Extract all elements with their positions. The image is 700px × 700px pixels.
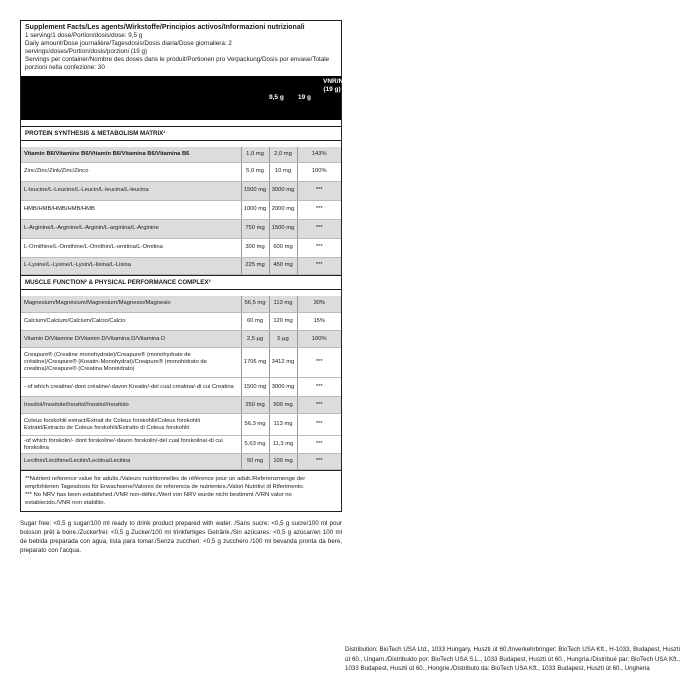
value-nrv: *** (297, 454, 341, 470)
table-row (21, 296, 341, 313)
table-row (21, 257, 341, 274)
ingredient-name: - of which creatine/-dont créatine/-davon Kreatin/-del cual creatina/-di cui Creatina (21, 378, 241, 397)
value-nrv: 100% (297, 162, 341, 181)
value-nrv: *** (297, 414, 341, 436)
ingredient-name: Magnesium/Magnésium/Magnesium/Magnesio/Magnesio (21, 296, 241, 313)
column-header-nrv: VNR/NRV/VRN/RWS**(19 g) (323, 78, 390, 93)
value-nrv: *** (297, 348, 341, 378)
value-serving: 56,3 mg (241, 414, 269, 436)
value-daily: 113 mg (269, 296, 297, 313)
facts-header (21, 21, 341, 76)
value-nrv: *** (297, 378, 341, 397)
ingredient-name: Inositol/Inositole/Inositol/Inositol/Inositolo (21, 397, 241, 414)
value-serving: 5,63 mg (241, 436, 269, 454)
column-header-serving: 9,5 g (269, 94, 284, 101)
distribution-note: Distribution: BioTech USA Ltd., 1033 Hungary, Huszti út 60./Inverkehrbringer: BioTech USA Kft., H-1033, Budapest, Huszti út 60., Ungarn./Distribuido por: BioTech USA S.L., 1033 Budapest, Huszti út 60., Hungría./Distribué par: BioTech USA Kft., 1033 Budapest, Huszti út 60., Hongrie./Distributo da: BioTech USA Kft., 1033 Budapest, Huszti út 60., Ungheria (345, 646, 680, 672)
value-nrv: 30% (297, 296, 341, 313)
value-daily: 5 µg (269, 331, 297, 348)
protein-table (21, 147, 341, 275)
section-title-muscle: MUSCLE FUNCTION² & PHYSICAL PERFORMANCE COMPLEX³ (21, 275, 341, 290)
value-serving: 60 mg (241, 313, 269, 331)
muscle-table (21, 296, 341, 471)
value-nrv: *** (297, 238, 341, 257)
value-serving: 1000 mg (241, 200, 269, 219)
ingredient-name: Calcium/Calcium/Calcium/Calcio/Calcio (21, 313, 241, 331)
column-header-daily: 19 g (298, 94, 312, 101)
ingredient-name: Zinc/Zinc/Zink/Zinc/Zinco (21, 162, 241, 181)
value-serving: 250 mg (241, 397, 269, 414)
footnote (21, 470, 341, 511)
ingredient-name: L-Lysine/L-Lysine/L-Lysin/L-lisina/L-Lisina (21, 257, 241, 274)
value-serving: 2,5 µg (241, 331, 269, 348)
value-daily: 113 mg (269, 414, 297, 436)
table-row (21, 147, 341, 162)
value-daily: 1500 mg (269, 219, 297, 238)
supplement-facts-panel (20, 20, 390, 512)
value-daily: 100 mg (269, 454, 297, 470)
value-serving: 225 mg (241, 257, 269, 274)
value-nrv: *** (297, 257, 341, 274)
value-daily: 11,3 mg (269, 436, 297, 454)
daily-amount: Daily amount/Dose journalière/Tagesdosis/Dosis diaria/Dose giornaliera: 2 servings/doses/Portion/dosis/porzioni (19 g) (25, 40, 232, 55)
table-row (21, 348, 341, 378)
value-serving: 1706 mg (241, 348, 269, 378)
table-row (21, 436, 341, 454)
column-header-bar (21, 76, 390, 120)
value-daily: 2000 mg (269, 200, 297, 219)
ingredient-name: L-Ornithine/L-Ornithine/L-Ornithin/L-ornitina/L-Ornitina (21, 238, 241, 257)
value-serving: 750 mg (241, 219, 269, 238)
ingredient-name: Lecithin/Lécithine/Lecitin/Lecitina/Lecitina (21, 454, 241, 470)
value-daily: 500 mg (269, 397, 297, 414)
value-daily: 3000 mg (269, 378, 297, 397)
value-nrv: 100% (297, 331, 341, 348)
table-row (21, 313, 341, 331)
value-daily: 2,0 mg (269, 147, 297, 162)
value-nrv: *** (297, 200, 341, 219)
value-serving: 1,0 mg (241, 147, 269, 162)
table-row (21, 181, 341, 200)
footnote-nrv: **Nutrient reference value for adults./Valeurs nutritionnelles de référence pour un adult./Referenzmenge der empfohlenen Tagesdosis für Erwachsene/Valores de referencia de nutrientes./Valori Nutritivi di Riferimento. (25, 476, 306, 490)
value-serving: 56,5 mg (241, 296, 269, 313)
ingredient-name: Creapure® (Creatine monohydrate)/Creapure® (monohydrate de créatine)/Creapure® (Kreatin-Monohydrat)/Creapure® (monohidrato de creatina)/Creapure® (Creatina Monoidrato) (21, 348, 241, 378)
footnote-no-nrv: *** No NRV has been established./VNR non-défini./Wert von NRV wurde nicht bestimmt /VRN valor no establecido./VNR non stabilito. (25, 492, 292, 506)
ingredient-name: HMB/HMB/HMB/HMB/HMB (21, 200, 241, 219)
value-nrv: *** (297, 436, 341, 454)
ingredient-name: Vitamin B6/Vitamine B6/Vitamin B6/Vitamina B6/Vitamina B6 (21, 147, 241, 162)
value-daily: 600 mg (269, 238, 297, 257)
value-nrv: *** (297, 181, 341, 200)
table-row (21, 414, 341, 436)
value-daily: 3412 mg (269, 348, 297, 378)
servings-per-container: Servings per container/Nombre des doses dans le produit/Portionen pro Verpackung/Dosis por envase/Totale porzioni nella confezione: 30 (25, 56, 330, 71)
value-serving: 5,0 mg (241, 162, 269, 181)
serving-size: 1 serving/1 dose/Portion/dosis/dose: 9,5 g (25, 32, 143, 39)
value-daily: 3000 mg (269, 181, 297, 200)
value-daily: 120 mg (269, 313, 297, 331)
table-row (21, 200, 341, 219)
ingredient-name: Vitamin D/Vitamine D/Vitamin D/Vitamina D/Vitamina D (21, 331, 241, 348)
table-row (21, 162, 341, 181)
facts-title: Supplement Facts/Les agents/Wirkstoffe/Principios activos/Informazioni nutrizionali (25, 24, 305, 31)
value-serving: 300 mg (241, 238, 269, 257)
ingredient-name: L-leucine/L-Leucine/L-Leucin/L-leucina/L-leucina (21, 181, 241, 200)
value-nrv: 143% (297, 147, 341, 162)
section-title-protein: PROTEIN SYNTHESIS & METABOLISM MATRIX¹ (21, 126, 341, 141)
sugar-free-note: Sugar free: <0,5 g sugar/100 ml ready to drink product prepared with water. /Sans sucre: <0,5 g sucre/100 ml pour boisson prêt à boire./Zuckerfrei: <0,5 g Zucker/100 ml trinkfertiges Getränk./Sin azúcares: <0,5 g azúcar/en 100 ml de bebida preparada con agua, lista para tomar./Senza zuccheri: <0,5 g zucchero /100 ml bevanda pronta da bere, preparato con l'acqua. (20, 520, 342, 554)
value-serving: 50 mg (241, 454, 269, 470)
value-nrv: *** (297, 397, 341, 414)
table-row (21, 331, 341, 348)
table-row (21, 378, 341, 397)
value-serving: 1500 mg (241, 181, 269, 200)
table-row (21, 219, 341, 238)
ingredient-name: -of which forskolin/- dont forskoline/-davon forskolin/-del cual forskolina/-di cui forskolina (21, 436, 241, 454)
value-daily: 450 mg (269, 257, 297, 274)
table-row (21, 397, 341, 414)
value-daily: 10 mg (269, 162, 297, 181)
value-serving: 1500 mg (241, 378, 269, 397)
value-nrv: *** (297, 219, 341, 238)
table-row (21, 238, 341, 257)
table-row (21, 454, 341, 470)
ingredient-name: Coleus forskohlii extract/Extrait de Coleus forskohlii/Coleus forskohlii Extrakt/Extracto de Coleus forskohlii/Estratto di Coleus forskohlii (21, 414, 241, 436)
value-nrv: 15% (297, 313, 341, 331)
ingredient-name: L-Arginine/L-Arginine/L-Arginin/L-arginina/L-Arginine (21, 219, 241, 238)
